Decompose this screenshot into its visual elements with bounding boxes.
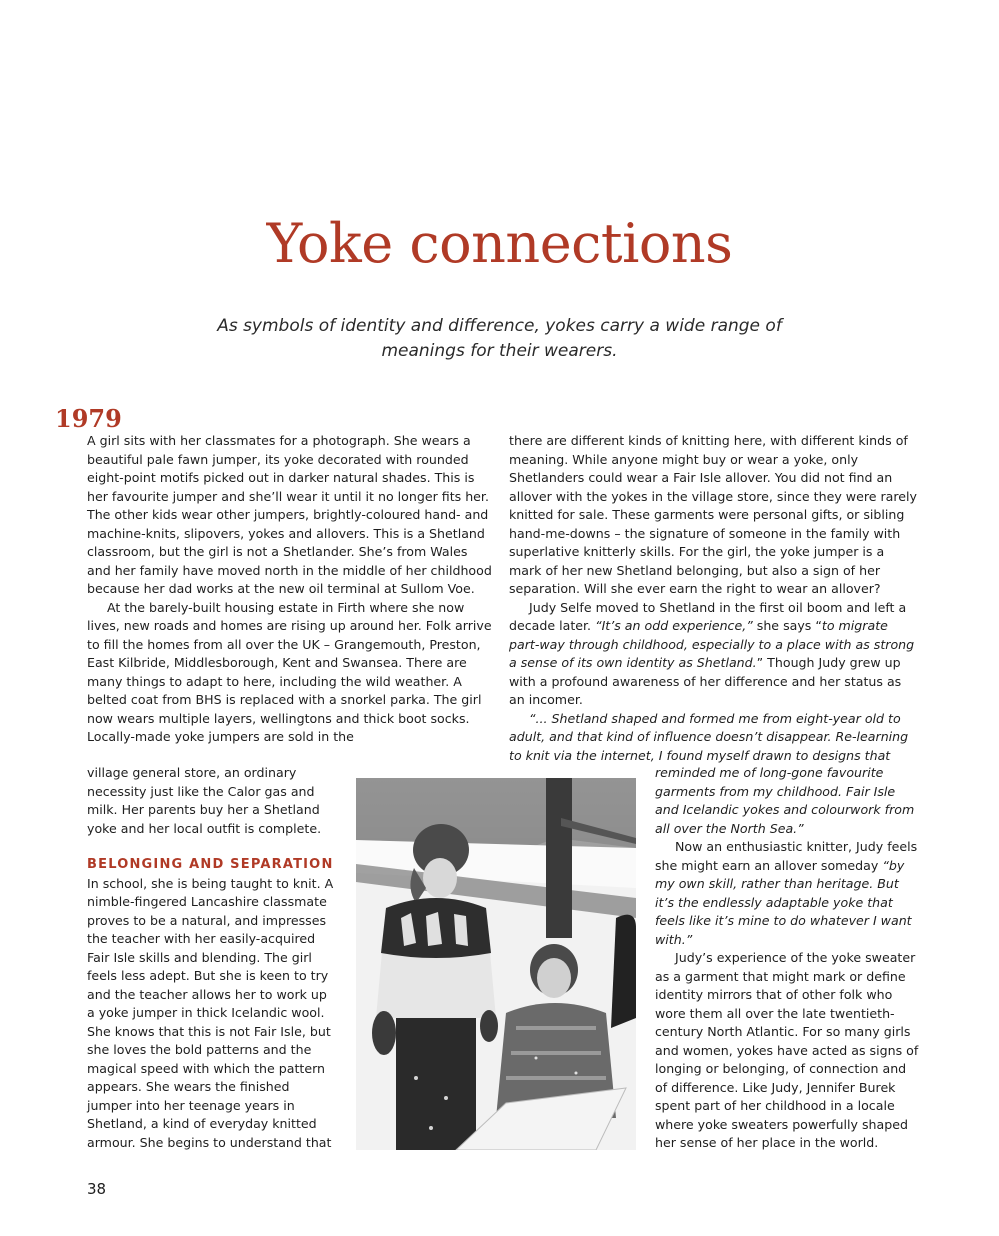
paragraph: Judy’s experience of the yoke sweater as a garment that might mark or define identity mirrors that of other folk who wore them all over the late twentieth-century North Atlantic. For so many girls and women, yokes have acted as signs of longing or belonging, of connection and of difference. Like Judy, Jennifer Burek spent part of her childhood in a locale where yoke sweaters powerfully shaped her sense of her place in the world. xyxy=(655,950,919,1150)
right-column-bottom xyxy=(655,764,920,1153)
paragraph: Now an enthusiastic knitter, Judy feels she might earn an allover someday “by my own skill, rather than heritage. But it’s the endlessly adaptable yoke that feels like it’s mine to do whatever I want with.” xyxy=(655,839,918,947)
paragraph: Judy Selfe moved to Shetland in the first oil boom and left a decade later. “It’s an odd experience,” she says “to migrate part-way through childhood, especially to a place with as strong a sense of its own identity as Shetland.” Though Judy grew up with a profound awareness of her difference and her status as an incomer. xyxy=(509,599,915,707)
paragraph: A girl sits with her classmates for a photograph. She wears a beautiful pale fawn jumper, its yoke decorated with rounded eight-point motifs picked out in darker natural shades. This is her favourite jumper and she’ll wear it until it no longer fits her. The other kids wear other jumpers, brightly-coloured hand- and machine-knits, slipovers, yokes and allovers. This is a Shetland classroom, but the girl is not a Shetlander. She’s from Wales and her family have moved north in the middle of her childhood because her dad works at the new oil terminal at Sullom Voe. xyxy=(87,433,492,596)
left-column-top xyxy=(87,432,492,747)
paragraph-wrap: village general store, an ordinary necessity just like the Calor gas and milk. Her parents buy her a Shetland yoke and her local outfit is complete. xyxy=(87,765,322,836)
page-subtitle: As symbols of identity and difference, yokes carry a wide range of meanings for their wearers. xyxy=(217,316,782,361)
paragraph: there are different kinds of knitting here, with different kinds of meaning. While anyone might buy or wear a yoke, only Shetlanders could wear a Fair Isle allover. You did not find an allover with the yokes in the village store, since they were rarely knitted for sale. These garments were personal gifts, or sibling hand-me-downs – the signature of someone in the family with superlative knitterly skills. For the girl, the yoke jumper is a mark of her new Shetland belonging, but also a sign of her separation. Will she ever earn the right to wear an allover? xyxy=(509,433,917,596)
left-column-bottom xyxy=(87,764,337,1152)
page-number: 38 xyxy=(87,1180,107,1198)
page-title: Yoke connections xyxy=(266,212,733,275)
quote-paragraph: “... Shetland shaped and formed me from eight-year old to adult, and that kind of influence doesn’t disappear. Re-learning to knit via the internet, I found myself drawn to designs that xyxy=(509,710,909,763)
section-heading-1979: 1979 xyxy=(55,404,122,433)
paragraph: At the barely-built housing estate in Firth where she now lives, new roads and homes are rising up around her. Folk arrive to fill the homes from all over the UK – Grangemouth, Preston, East Kilbride, Middlesborough, Kent and Swansea. There are many things to adapt to here, including the wild weather. A belted coat from BHS is replaced with a snorkel parka. The girl now wears multiple layers, wellingtons and thick boot socks. Locally-made yoke jumpers are sold in the xyxy=(87,599,492,744)
children-in-snow-photo xyxy=(356,778,636,1150)
section-heading-belonging: BELONGING AND SEPARATION xyxy=(87,857,334,872)
paragraph: In school, she is being taught to knit. A nimble-fingered Lancashire classmate proves to be a natural, and impresses the teacher with her easily-acquired Fair Isle skills and blending. The girl feels less adept. But she is keen to try and the teacher allows her to work up a yoke jumper in thick Icelandic wool. She knows that this is not Fair Isle, but she loves the bold patterns and the magical speed with which the pattern appears. She wears the finished jumper into her teenage years in Shetland, a kind of everyday knitted armour. She begins to understand that xyxy=(87,875,334,1150)
quote-paragraph-wrap: reminded me of long-gone favourite garments from my childhood. Fair Isle and Icelandic yokes and colourwork from all over the North Sea.” xyxy=(655,765,915,836)
right-column-top xyxy=(509,432,919,765)
